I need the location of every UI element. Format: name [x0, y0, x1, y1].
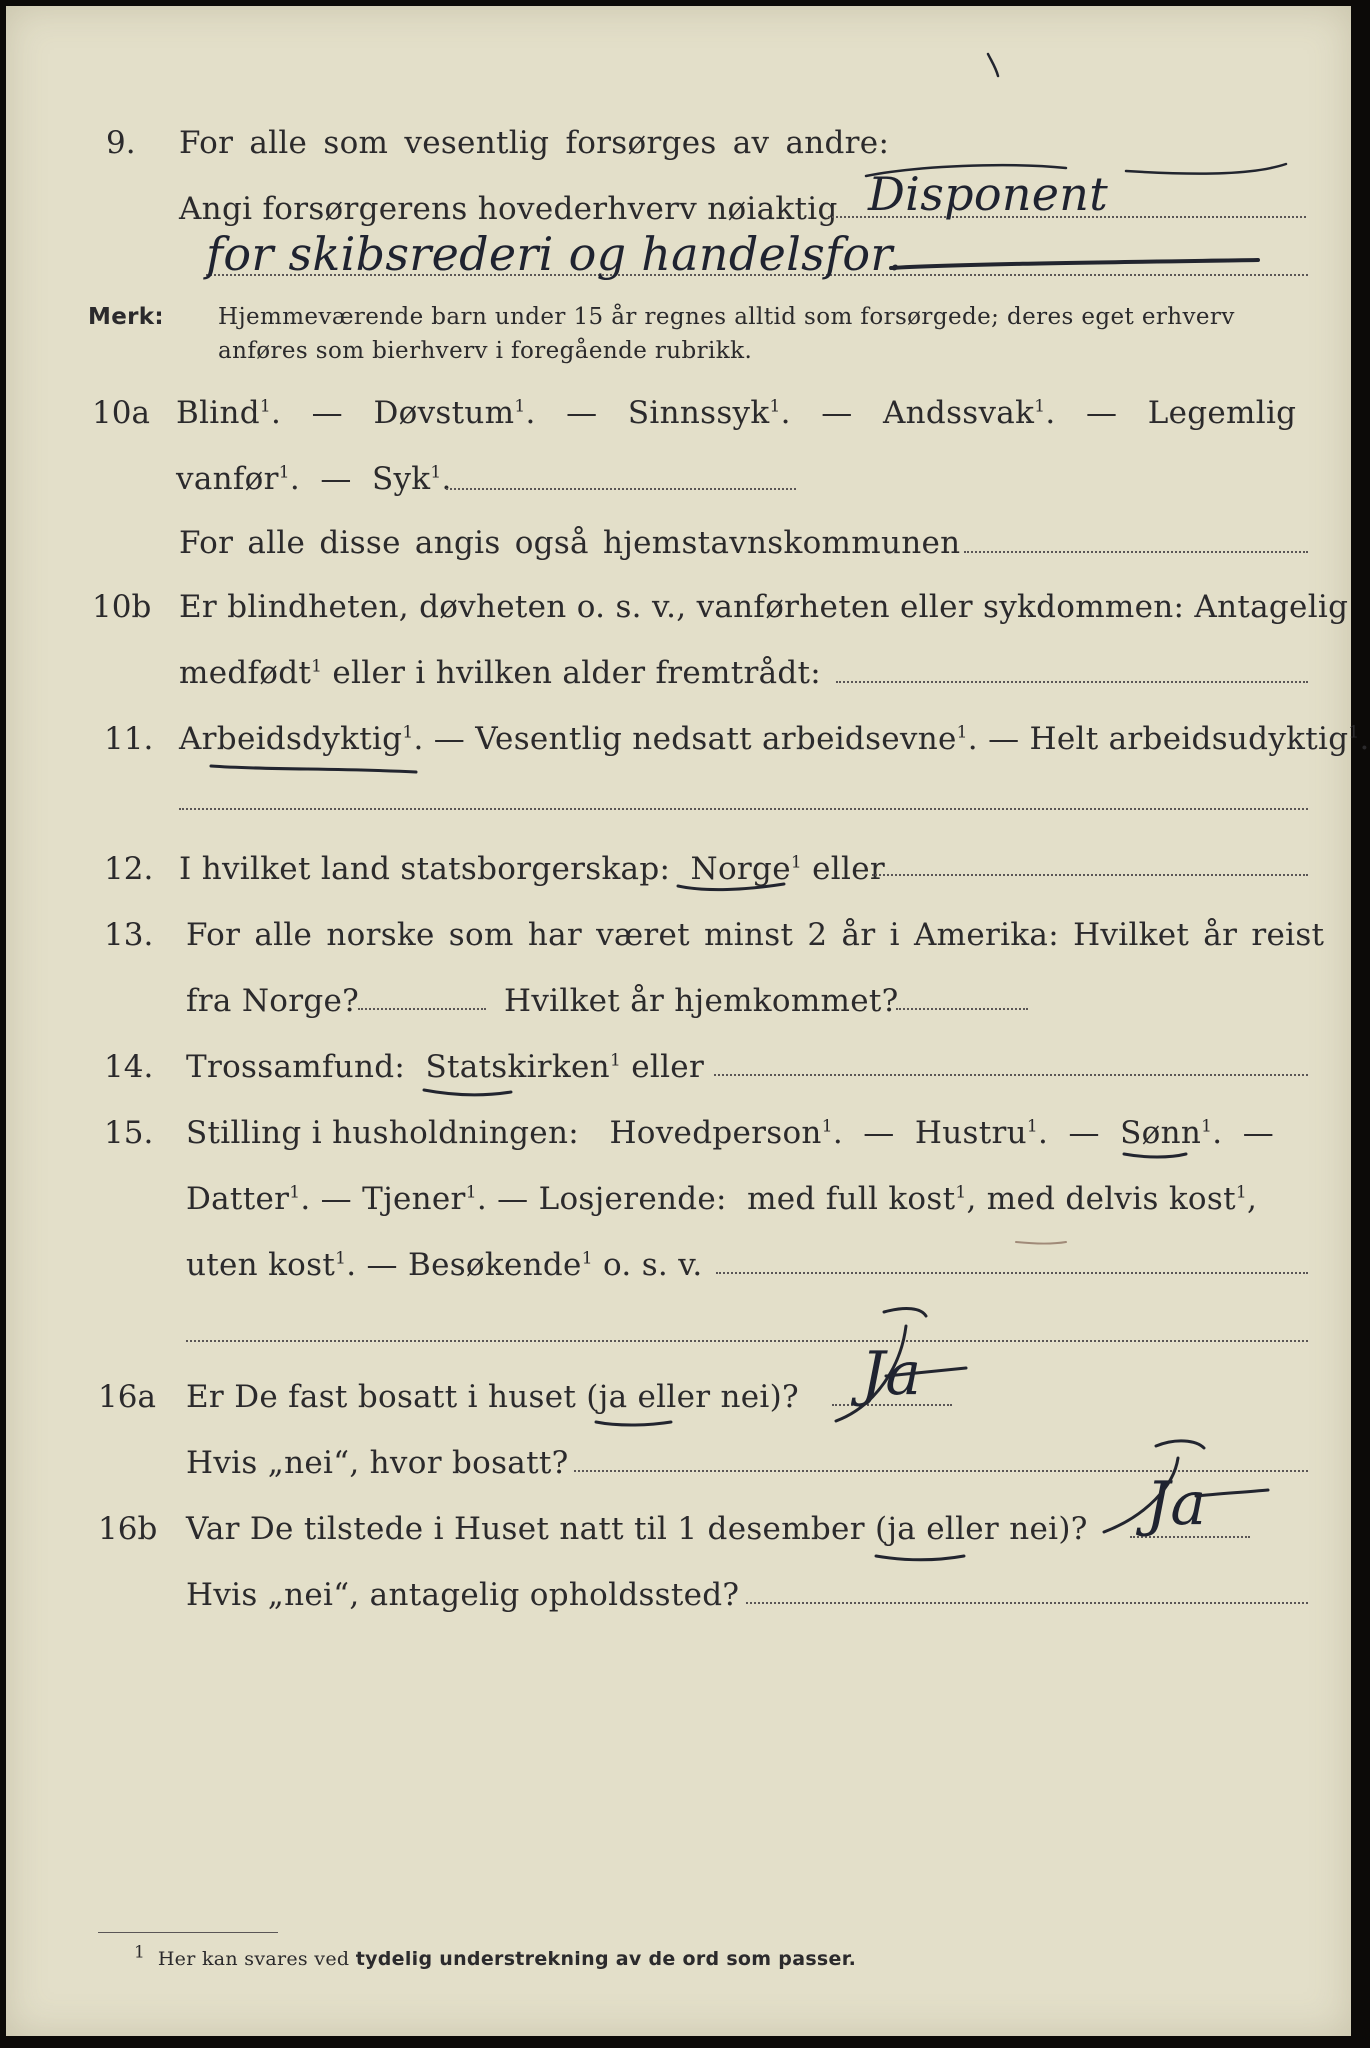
- opt-blind[interactable]: Blind: [176, 395, 260, 431]
- merk-line1: Hjemmeværende barn under 15 år regnes alltid som forsørgede; deres eget erhverv: [218, 304, 1235, 330]
- faint-mark: [1016, 1242, 1066, 1244]
- item-12-line: I hvilket land statsborgerskap: Norge$^1$ eller: [179, 851, 885, 887]
- ink-tick: [988, 54, 998, 76]
- strike-handelsfor: [891, 260, 1258, 268]
- item-14-line: Trossamfund: Statskirken$^1$ eller: [186, 1049, 705, 1085]
- footnote-rule: [98, 1932, 278, 1933]
- opt-arbeidsdyktig[interactable]: Arbeidsdyktig: [179, 721, 403, 757]
- item-10a-line2: vanfør$^1$. — Syk$^1$.: [176, 461, 452, 497]
- item-15-extra-line: [186, 1340, 1308, 1342]
- item-15-line2: Datter$^1$. — Tjener$^1$. — Losjerende: med full kost$^1$, med delvis kost$^1$,: [186, 1181, 1258, 1217]
- opt-tjener[interactable]: — Tjener: [320, 1181, 466, 1217]
- footnote: 1 Her kan svares ved tydelig understrekning av de ord som passer.: [134, 1942, 857, 1970]
- item-10b-number: 10b: [92, 589, 152, 625]
- item-10a-home-line: [964, 551, 1308, 553]
- item-9-handwritten-answer-1: Disponent: [868, 167, 1108, 221]
- opt-dovstum[interactable]: Døvstum: [373, 395, 515, 431]
- item-11-number: 11.: [104, 721, 154, 757]
- item-16b-line1: Var De tilstede i Huset natt til 1 desember (ja eller nei)?: [186, 1511, 1088, 1547]
- item-9-question-line1: For alle som vesentlig forsørges av andre:: [179, 125, 890, 161]
- item-11-answer-line: [179, 808, 1308, 810]
- opt-udyktig[interactable]: — Helt arbeidsudyktig: [988, 721, 1349, 757]
- opt-norge[interactable]: Norge: [690, 851, 791, 887]
- item-10a-line3: For alle disse angis også hjemstavnskommunen: [179, 525, 961, 561]
- underline-statskirken: [424, 1090, 511, 1095]
- item-13-line1: For alle norske som har været minst 2 år i Amerika: Hvilket år reist: [186, 917, 1325, 953]
- item-15-line1: Stilling i husholdningen: Hovedperson$^1$. — Hustru$^1$. — Sønn$^1$. —: [186, 1115, 1275, 1151]
- item-9-handwritten-answer-2: for skibsrederi og handelsfor.: [206, 227, 903, 281]
- opt-sonn[interactable]: Sønn: [1120, 1115, 1202, 1151]
- opt-statskirken[interactable]: Statskirken: [425, 1049, 610, 1085]
- merk-line2: anføres som bierhverv i foregående rubrikk.: [218, 338, 753, 364]
- underline-ja-16a: [596, 1422, 671, 1425]
- opt-datter[interactable]: Datter: [186, 1181, 290, 1217]
- item-16b-handwritten-answer: Ja: [1146, 1469, 1207, 1539]
- opt-uten-kost[interactable]: uten kost: [186, 1247, 336, 1283]
- item-15-number: 15.: [104, 1115, 154, 1151]
- census-form-page: [6, 6, 1370, 2036]
- item-10b-line2: medfødt$^1$ eller i hvilken alder fremtrådt:: [179, 655, 822, 691]
- opt-besokende[interactable]: — Besøkende: [366, 1247, 582, 1283]
- item-16a-line2: Hvis „nei“, hvor bosatt?: [186, 1445, 569, 1481]
- opt-hovedperson[interactable]: Hovedperson: [609, 1115, 822, 1151]
- item-16a-number: 16a: [98, 1379, 156, 1415]
- underline-arbeidsdyktig: [211, 766, 416, 772]
- item-15-answer-line: [716, 1272, 1308, 1274]
- opt-syk[interactable]: Syk: [371, 461, 431, 497]
- item-10a-number: 10a: [92, 395, 150, 431]
- opt-sinnssyk[interactable]: Sinnssyk: [627, 395, 770, 431]
- item-13-number: 13.: [104, 917, 154, 953]
- item-15-line3: uten kost$^1$. — Besøkende$^1$ o. s. v.: [186, 1247, 703, 1283]
- underline-ja-16b: [876, 1556, 964, 1560]
- underline-sonn: [1124, 1154, 1186, 1157]
- merk-label: Merk:: [88, 304, 164, 330]
- item-10b-line1: Er blindheten, døvheten o. s. v., vanførheten eller sykdommen: Antagelig: [179, 589, 1349, 625]
- opt-medfodt[interactable]: medfødt: [179, 655, 312, 691]
- opt-andssvak[interactable]: Andssvak: [882, 395, 1035, 431]
- opt-full-kost[interactable]: med full kost: [747, 1181, 956, 1217]
- item-10b-answer-line: [836, 681, 1308, 683]
- item-9-number: 9.: [106, 125, 136, 161]
- item-16a-handwritten-answer: Ja: [861, 1339, 922, 1409]
- opt-nedsatt[interactable]: — Vesentlig nedsatt arbeidsevne: [433, 721, 957, 757]
- item-16a-line1: Er De fast bosatt i huset (ja eller nei)?: [186, 1379, 799, 1415]
- item-13-reist-line: [358, 1008, 486, 1010]
- opt-losjerende[interactable]: — Losjerende:: [497, 1181, 727, 1217]
- opt-legemlig[interactable]: Legemlig: [1147, 395, 1297, 431]
- item-16b-opholdssted-line: [746, 1602, 1308, 1604]
- item-10a-answer-line: [446, 488, 796, 490]
- opt-vanfor[interactable]: vanfør: [176, 461, 279, 497]
- item-14-answer-line: [714, 1074, 1308, 1076]
- item-13-line2-a: fra Norge?: [186, 983, 360, 1019]
- opt-delvis-kost[interactable]: , med delvis kost: [966, 1181, 1236, 1217]
- item-12-number: 12.: [104, 851, 154, 887]
- item-16b-line2: Hvis „nei“, antagelig opholdssted?: [186, 1577, 740, 1613]
- opt-hustru[interactable]: Hustru: [914, 1115, 1027, 1151]
- item-9-question-line2: Angi forsørgerens hovederhverv nøiaktig: [179, 191, 838, 227]
- item-13-line2-b: Hvilket år hjemkommet?: [504, 983, 899, 1019]
- item-10a-line1: Blind$^1$. — Døvstum$^1$. — Sinnssyk$^1$. — Andssvak$^1$. — Legemlig: [176, 395, 1297, 431]
- item-16b-number: 16b: [98, 1511, 158, 1547]
- item-11-line: Arbeidsdyktig$^1$. — Vesentlig nedsatt arbeidsevne$^1$. — Helt arbeidsudyktig$^1$.: [179, 721, 1370, 757]
- item-14-number: 14.: [104, 1049, 154, 1085]
- item-12-answer-line: [872, 874, 1308, 876]
- item-13-hjem-line: [896, 1008, 1028, 1010]
